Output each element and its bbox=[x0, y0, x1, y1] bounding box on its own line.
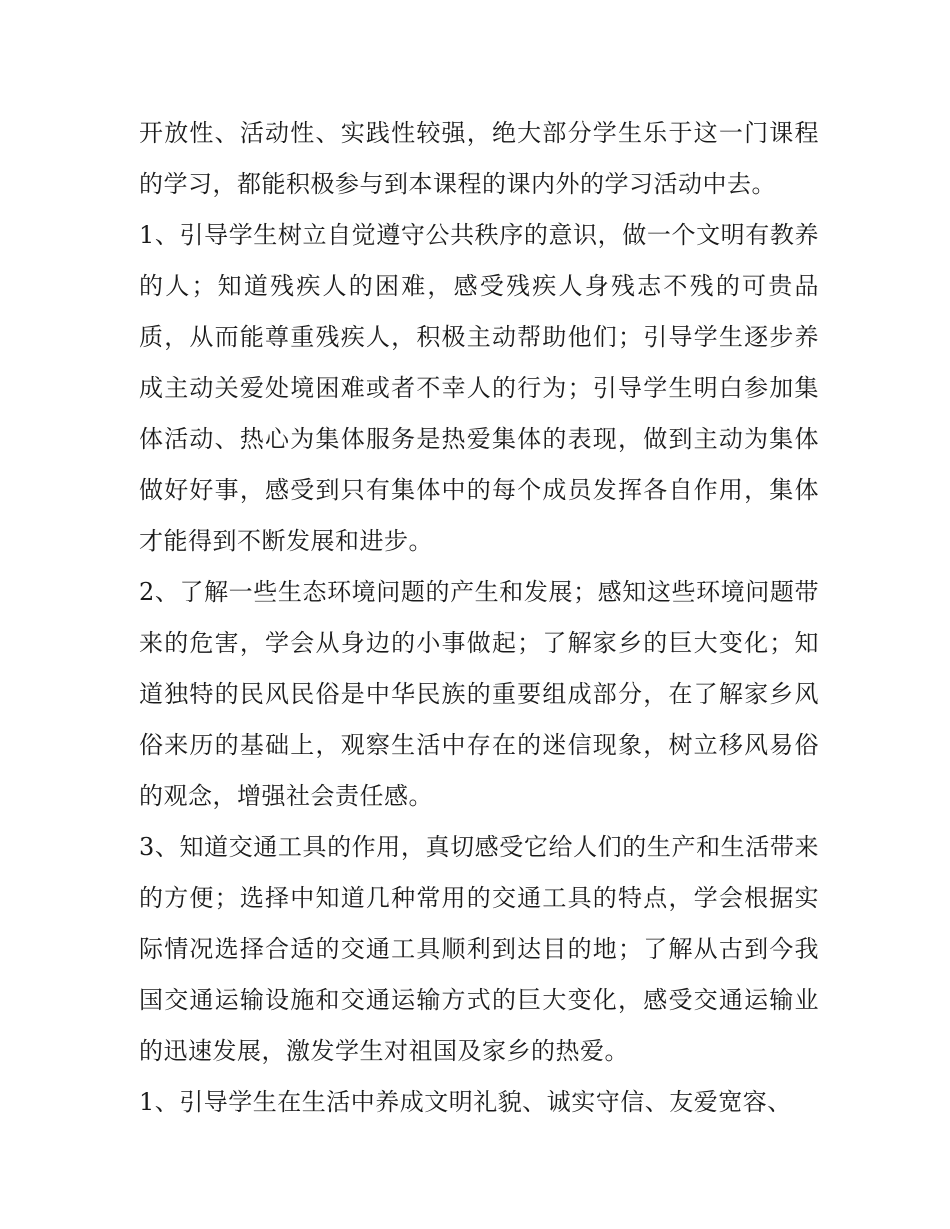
paragraph-intro: 开放性、活动性、实践性较强，绝大部分学生乐于这一门课程的学习，都能积极参与到本课程的课内外的学习活动中去。 bbox=[139, 119, 819, 198]
document-body bbox=[139, 108, 819, 1128]
paragraph-item-1: 1、引导学生树立自觉遵守公共秩序的意识，做一个文明有教养的人；知道残疾人的困难，感受残疾人身残志不残的可贵品质，从而能尊重残疾人，积极主动帮助他们；引导学生逐步养成主动关爱处境困难或者不幸人的行为；引导学生明白参加集体活动、热心为集体服务是热爱集体的表现，做到主动为集体做好好事，感受到只有集体中的每个成员发挥各自作用，集体才能得到不断发展和进步。 bbox=[139, 221, 819, 555]
paragraph-item-1-continued: 1、引导学生在生活中养成文明礼貌、诚实守信、友爱宽容、 bbox=[139, 1088, 792, 1116]
paragraph-item-2: 2、了解一些生态环境问题的产生和发展；感知这些环境问题带来的危害，学会从身边的小事做起；了解家乡的巨大变化；知道独特的民风民俗是中华民族的重要组成部分，在了解家乡风俗来历的基础上，观察生活中存在的迷信现象，树立移风易俗的观念，增强社会责任感。 bbox=[139, 578, 819, 810]
paragraph-item-3: 3、知道交通工具的作用，真切感受它给人们的生产和生活带来的方便；选择中知道几种常用的交通工具的特点，学会根据实际情况选择合适的交通工具顺利到达目的地；了解从古到今我国交通运输设施和交通运输方式的巨大变化，感受交通运输业的迅速发展，激发学生对祖国及家乡的热爱。 bbox=[139, 833, 819, 1065]
